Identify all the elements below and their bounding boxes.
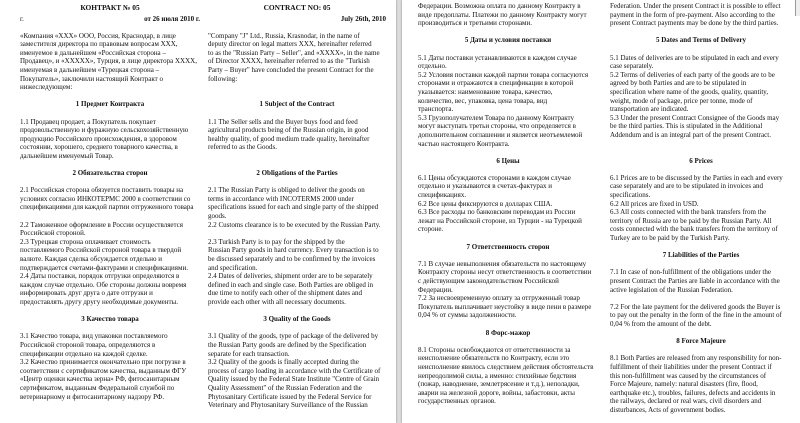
text-line: именуемое в дальнейшем «Российская сторона – [20, 48, 166, 57]
text-line: 8.1 Both Parties are released from any responsibility for non- [610, 354, 782, 363]
text-line: условиях согласно ИНКОТЕРМС 2000 в соответствии со [20, 194, 191, 203]
text-line: стороне. [418, 225, 444, 234]
text-line: 6.2 All prices are fixed in USD. [610, 199, 699, 208]
text-line [20, 324, 200, 333]
text-line: Federation. Under the present Contract it is possible to effect [610, 2, 781, 10]
text-line: транспорта. [418, 105, 454, 114]
text-line [20, 92, 200, 101]
text-line: healthy quality, of good medium trade quality, hereinafter [208, 134, 370, 143]
text-line: 2.2 Customs clearance is to be executed by the Russian Party. [208, 220, 381, 229]
text-line: 5.3 Грузополучателем Товара по данному Контракту [418, 113, 574, 122]
text-line: лежат на Российской стороне, из Турции - на Турецкой [418, 216, 582, 225]
russian-column-right [418, 2, 598, 406]
text-line: transportation are indicated. [610, 105, 689, 114]
text-line: 2.2 Таможенное оформление в России осуществляется [20, 220, 183, 229]
section-heading: 8 Форс-мажор [485, 328, 531, 337]
city-ru: г. [20, 14, 24, 23]
text-line: именуемая в дальнейшем «Турецкая сторона – [20, 65, 160, 74]
text-line: 5.1 Даты поставки устанавливаются в каждом случае [418, 53, 577, 62]
text-line: спецификации отдельно на каждой сделке. [20, 349, 148, 358]
en-text-block-left [208, 32, 386, 410]
text-line: 5.1 Dates of deliveries are to be stipulated in each and every [610, 53, 779, 62]
russian-column-left [20, 4, 200, 401]
text-line: 7.2 За несвоевременную оплату за отгруженный товар [418, 294, 580, 303]
text-line: продовольственную и фуражную сельскохозяйственную [20, 126, 189, 135]
section-heading: 7 Liabilities of the Parties [662, 251, 740, 260]
text-line: earthquake etc.), troubles, failures, defects and accidents in [610, 388, 776, 397]
section-heading: 2 Обязательства сторон [72, 169, 148, 178]
text-line: disturbances, Acts of government bodies. [610, 405, 726, 414]
text-line [20, 178, 200, 187]
text-line: 1.1 The Seller sells and the Buyer buys food and feed [208, 117, 358, 126]
text-line [20, 212, 200, 221]
text-line: отдельно. [418, 62, 447, 71]
text-line [20, 307, 200, 316]
text-line: количество, вес, упаковка, цена товара, вид [418, 96, 548, 105]
text-line: Force Majeure, namely: natural disasters (fire, flood, [610, 380, 758, 389]
text-line: referred to as the Goods. [208, 143, 278, 152]
text-line: состоянии, хорошего, среднего товарного качества, в [20, 143, 178, 152]
text-line: goods. [208, 212, 227, 221]
text-line [20, 161, 200, 170]
english-column-left [208, 4, 386, 410]
text-line [610, 346, 792, 355]
text-line: Quality issued by the Federal State Institute "Centre of Grain [208, 375, 380, 384]
text-line: поставляемого Российской стороной товара в твердой [20, 246, 182, 255]
text-line: to as the "Russian Party – Seller", and «XXXX», in the name [208, 48, 380, 57]
text-line: specifications issued for each and single party of the shipped [208, 203, 379, 212]
text-line: аварии на железной дороге, войны, забастовки, акты [418, 388, 575, 397]
text-line: 0,04 % от суммы задолженности. [418, 311, 517, 320]
text-line: государственных органов. [418, 397, 496, 406]
text-line: 6.3 Все расходы по банковским переводам из России [418, 208, 576, 217]
text-line: payment in the form of pre-payment. Also according to the [610, 10, 775, 19]
text-line [208, 229, 386, 238]
text-line: неисполнение явилось следствием действия обстоятельств [418, 362, 594, 371]
en-text-block-right [610, 2, 792, 415]
section-heading: 5 Даты и условия поставки [464, 36, 552, 45]
text-line: case separately. [610, 62, 654, 71]
text-line: (пожар, наводнение, землетрясение и т.д.), неполадки, [418, 380, 580, 389]
text-line [610, 140, 792, 149]
text-line: deputy director on legal matters XXX, hereinafter referred [208, 40, 372, 49]
text-line [418, 234, 598, 243]
text-line: agreed by both Parties and are to be stipulated in [610, 79, 747, 88]
date-en: July 26th, 2010 [340, 14, 386, 23]
text-line: Российской стороной. [20, 229, 86, 238]
text-line: the railways, declared or real wars, civil disorders and [610, 397, 762, 406]
text-line: separate for each transaction. [208, 349, 290, 358]
text-line: Продавец», и «XXXXX», Турция, в лице директора XXXX, [20, 57, 197, 66]
text-line: виде предоплаты. Платежи по данному Контракту могут [418, 10, 587, 19]
text-line [208, 161, 386, 170]
document-page-left [0, 0, 396, 423]
text-line: the Russian Party goods are defined by the Specification [208, 340, 367, 349]
text-line: соответствии с сертификатом качества, выданным ФГУ [20, 366, 187, 375]
text-line: 3.2 Quality of the goods is finally accepted during the [208, 358, 359, 367]
text-line [208, 152, 386, 161]
text-line [418, 165, 598, 174]
text-line: нижеследующем: [20, 83, 73, 92]
text-line [418, 45, 598, 54]
text-line: present Contract the Parties are liable in accordance with the [610, 277, 780, 285]
document-page-right [402, 0, 800, 423]
text-line: Федерации. Возможна оплата по данному Контракту в [418, 2, 581, 10]
text-line: 6.1 Цены обсуждаются сторонами в каждом случае [418, 173, 571, 182]
text-line: подтверждается счетами-фактурами и спецификациями. [20, 263, 188, 272]
section-heading: 3 Качество товара [81, 315, 139, 324]
text-line: «Компания «XXX» ООО, Россия, Краснодар, в лице [20, 31, 176, 40]
ru-text-block-left [20, 32, 200, 402]
ru-text-block-right [418, 2, 598, 406]
text-line: отдельно и указываются в счетах-фактурах и [418, 182, 553, 191]
text-line: territory of Russia are to be paid by the Russian Party. All [610, 216, 772, 225]
text-line [418, 337, 598, 346]
text-line: заместителя директора по правовым вопросам XXX, [20, 40, 178, 49]
text-line [418, 320, 598, 329]
text-line: 0,04 % from the amount of the debt. [610, 319, 712, 328]
text-line: 8.1 Стороны освобождаются от ответственности за [418, 345, 571, 354]
text-line: 1.1 Продавец продает, а Покупатель покупает [20, 117, 156, 126]
text-line: неисполнение обязательств по Контракту, если это [418, 354, 570, 363]
text-line: Turkey are to be paid by the Turkish Party. [610, 234, 730, 243]
text-line: каждом случае отдельно. Обе стороны должны вовремя [20, 280, 187, 289]
text-line: Quality Assessment" of the Russian Federation and the [208, 383, 362, 392]
text-line: following: [208, 74, 238, 83]
text-line: 2.4 Dates of deliveries, shipment order are to be separately [208, 272, 373, 281]
text-line: продукцию Российского происхождения, в здоровом [20, 134, 177, 143]
date-line-ru [20, 15, 200, 25]
text-line: 5.2 Условия поставки каждой партии товара согласуются [418, 70, 589, 79]
text-line: be the third parties. This is stipulated in the Additional [610, 122, 763, 131]
text-line [610, 243, 792, 252]
text-line: могут выступать третьи стороны, что определяется в [418, 122, 576, 131]
text-line: Покупатель выплачивает неустойку в виде пени в размере [418, 302, 592, 311]
text-line: 5.3 Under the present Contract Consignee of the Goods may [610, 113, 780, 122]
page-scrollbar-edge[interactable] [795, 0, 800, 16]
text-line [20, 109, 200, 118]
text-line: Покупатель», заключили настоящий Контракт о [20, 74, 163, 83]
text-line [610, 28, 792, 37]
text-line: сертификатом, выданным Федеральной службой по [20, 383, 175, 392]
contract-title-en [208, 4, 386, 13]
text-line: 2.4 Даты поставки, порядок отгрузки определяются в [20, 272, 180, 281]
text-line: 2.1 Российская сторона обязуется поставить товары на [20, 186, 184, 195]
section-heading: 3 Quality of the Goods [263, 315, 331, 324]
text-line: fulfillment of their liabilities under the present Contract if [610, 362, 772, 371]
text-line: Российской стороной товара, определяются в [20, 340, 156, 349]
text-line [610, 148, 792, 157]
text-line [418, 148, 598, 157]
text-line: due time to notify each other of the shipment dates and [208, 289, 362, 298]
text-line [208, 92, 386, 101]
text-line: 6.3 All costs connected with the bank transfers from the [610, 208, 767, 217]
text-line [418, 251, 598, 260]
text-line: 2.3 Турецкая сторона оплачивает стоимость [20, 237, 151, 246]
text-line [208, 83, 386, 92]
text-line: частью настоящего Контракта. [418, 139, 510, 148]
text-line [418, 28, 598, 37]
text-line: 2.1 The Russian Party is obliged to deliver the goods on [208, 186, 365, 195]
text-line [610, 165, 792, 174]
section-heading: 7 Ответственность сторон [466, 242, 550, 251]
english-column-right [610, 2, 792, 415]
text-line [208, 324, 386, 333]
text-line [610, 294, 792, 303]
text-line: and specification. [208, 263, 258, 272]
text-line [610, 45, 792, 54]
text-line: сторонами и отражаются в спецификации в которой [418, 79, 574, 88]
text-line: Phytosanitary Certificate issued by the Federal Service for [208, 392, 372, 401]
text-line: дополнительном соглашении и является неотъемлемой [418, 130, 583, 139]
text-line: «Центр оценки качества зерна» РФ, фитосанитарным [20, 375, 180, 384]
text-line: непреодолимой силы, а именно: стихийные бедствия [418, 371, 577, 380]
text-line: дальнейшем именуемый Товар. [20, 151, 114, 160]
text-line: 6.1 Prices are to be discussed by the Parties in each and every [610, 173, 783, 182]
text-line: указывается: наименование товара, качество, [418, 87, 553, 96]
text-line: спецификациях. [418, 191, 467, 200]
text-line: 6.2 Все цены фиксируются в долларах США. [418, 199, 553, 208]
text-line: process of cargo loading in accordance with the Certificate of [208, 366, 381, 375]
text-line: terms in accordance with INCOTERMS 2000 under [208, 194, 354, 203]
section-heading: 6 Цены [496, 156, 520, 165]
text-line: ветеринарному и фитосанитарному надзору РФ. [20, 392, 165, 401]
text-line: спецификациями для каждой партии отгруженного товара [20, 203, 194, 212]
text-line [208, 109, 386, 118]
title-ru-text: КОНТРАКТ № 05 [80, 3, 140, 12]
section-heading: 8 Force Majeure [676, 337, 726, 346]
text-line: of Director XXXX, hereinafter referred to as the "Turkish [208, 57, 370, 66]
section-heading: 1 Предмет Контракта [75, 100, 145, 109]
text-line: specification where name of the goods, quality, quantity, [610, 87, 769, 96]
text-line: specifications. [610, 191, 651, 200]
text-line: 7.2 For the late payment for the delivered goods the Buyer is [610, 302, 781, 311]
section-heading: 6 Prices [689, 156, 713, 165]
text-line: 5.2 Terms of deliveries of each party of the goods are to be [610, 70, 775, 79]
text-line: provide each other with all necessary documents. [208, 298, 346, 306]
text-line: present Contract payments may be done by the third parties. [610, 19, 779, 28]
text-line: weight, mode of package, price per tonne, mode of [610, 96, 753, 105]
text-line: 7.1 In case of non-fulfillment of the obligations under the [610, 268, 771, 277]
text-line: валюте. Каждая сделка обсуждается отдельно и [20, 255, 163, 264]
contract-title-ru [20, 4, 200, 13]
date-ru: от 26 июля 2010 г. [144, 14, 200, 23]
text-line: costs connected with the bank transfers from the territory of [610, 225, 778, 234]
text-line: предоставлять другу другу необходимые документы. [20, 298, 179, 306]
text-line [208, 178, 386, 187]
text-line: 2.3 Turkish Party is to pay for the shipped by the [208, 237, 345, 246]
text-line: active legislation of the Russian Federation. [610, 285, 733, 294]
text-line: 3.1 Quality of the goods, type of package of the delivered by [208, 332, 379, 341]
text-line [208, 307, 386, 316]
text-line: 3.2 Качество принимается окончательно при погрузке в [20, 358, 186, 367]
text-line: be discussed separately and to be confirmed by the invoices [208, 255, 376, 264]
text-line: 3.1 Качество товара, вид упаковки поставляемого [20, 332, 168, 341]
section-heading: 2 Obligations of the Parties [256, 169, 338, 178]
title-en-text: CONTRACT NO: 05 [263, 3, 331, 12]
text-line: 7.1 В случае невыполнения обязательств по настоящему [418, 259, 587, 268]
text-line: defined in each and single case. Both Parties are obliged in [208, 280, 374, 289]
text-line: Addendum and is an integral part of the present Contract. [610, 130, 771, 139]
text-line: Veterinary and Phytosanitary Surveillance of the Russian [208, 401, 368, 410]
text-line: Контракту стороны несут ответственность в соответствии [418, 268, 592, 277]
text-line: с действующим законодательством Российской [418, 277, 559, 285]
text-line: "Company "J" Ltd., Russia, Krasnodar, in the name of [208, 31, 360, 40]
text-line [610, 260, 792, 269]
text-line: Russian Party goods in hard currency. Every transaction is to [208, 246, 379, 255]
text-line: to pay out the penalty in the form of the fine in the amount of [610, 311, 782, 320]
text-line: case separately and are to be stipulated in invoices and [610, 182, 763, 191]
section-heading: 5 Dates and Terms of Delivery [655, 36, 747, 45]
text-line: agricultural products being of the Russian origin, in good [208, 126, 369, 135]
text-line: Федерации. [418, 285, 453, 294]
text-line: производиться и третьими сторонами. [418, 19, 532, 28]
date-line-en [208, 15, 386, 25]
text-line: информировать друг друга о дате отгрузки и [20, 289, 153, 298]
section-heading: 1 Subject of the Contract [259, 100, 335, 109]
text-line: Party – Buyer" have concluded the present Contract for the [208, 65, 374, 74]
text-line [610, 329, 792, 338]
text-line: this non-fulfillment was caused by the circumstances of [610, 371, 767, 380]
